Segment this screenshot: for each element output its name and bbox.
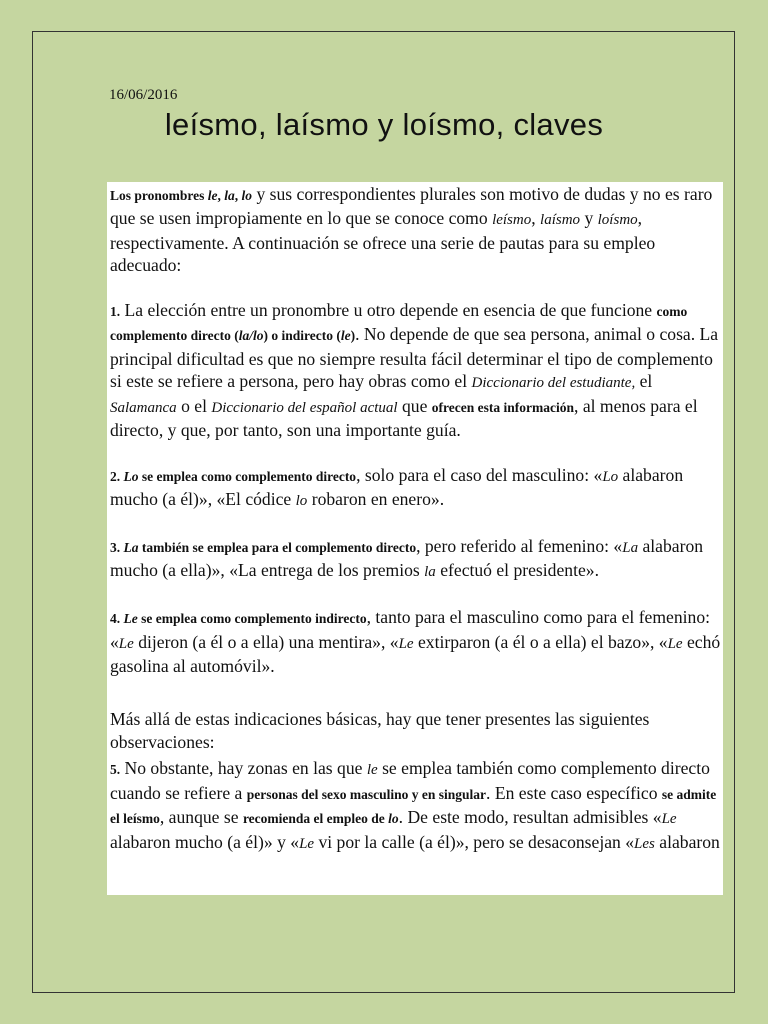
text: el xyxy=(635,371,653,392)
text: alabaron mucho (a él)», «El códice xyxy=(110,464,684,510)
text: . De este modo, resultan admisibles « xyxy=(398,807,662,828)
text: loísmo xyxy=(597,212,638,229)
text: Le xyxy=(123,611,138,627)
text: recomienda el empleo de xyxy=(242,811,389,827)
text: vi por la calle (a él)», pero se desaconsejan « xyxy=(314,831,635,852)
text: Le xyxy=(398,635,414,652)
text: la xyxy=(224,188,235,203)
text: , xyxy=(531,208,541,229)
spacer xyxy=(110,513,721,535)
text: la xyxy=(424,564,436,581)
text: , xyxy=(217,188,225,203)
spacer xyxy=(110,584,721,606)
text: le xyxy=(340,328,351,344)
rule-number: 1. xyxy=(110,304,121,320)
text: Le xyxy=(661,811,677,828)
text: extirparon (a él o a ella) el bazo», « xyxy=(413,631,668,652)
text: personas del sexo masculino y en singular xyxy=(246,786,487,802)
paragraph-intro xyxy=(110,183,721,277)
text: La elección entre un pronombre u otro depende en esencia de que funcione xyxy=(120,300,657,321)
article-body xyxy=(107,182,723,895)
text: se emplea como complemento indirecto xyxy=(137,611,367,627)
text: , al menos para el directo, y que, por tanto, son una importante guía. xyxy=(110,395,698,441)
spacer xyxy=(110,277,721,299)
rule-number: 5. xyxy=(110,762,121,778)
text: , xyxy=(234,188,242,203)
text: , pero referido al femenino: « xyxy=(416,536,623,557)
text: Le xyxy=(299,835,315,852)
text: se admite el leísmo xyxy=(110,786,717,827)
text: , tanto para el masculino como para el femenino: « xyxy=(110,607,711,652)
paragraph-observations: Más allá de estas indicaciones básicas, hay que tener presentes las siguientes observaciones: xyxy=(110,709,650,752)
rule-number: 4. xyxy=(110,611,124,627)
text: como complemento directo ( xyxy=(110,304,688,344)
spacer xyxy=(110,441,721,463)
text: Les xyxy=(634,835,655,852)
text: o el xyxy=(176,395,212,416)
paragraph-rule-5 xyxy=(110,757,721,855)
text: Lo xyxy=(602,468,619,485)
document-title: leísmo, laísmo y loísmo, claves xyxy=(164,107,604,142)
text: alabaron mucho (a ella)», «La entrega de los premios xyxy=(110,536,704,581)
text: lo xyxy=(295,493,308,510)
text: La xyxy=(123,540,139,556)
rule-number: 3. xyxy=(110,540,124,556)
text: ) xyxy=(350,328,356,344)
text: la/lo xyxy=(238,328,264,344)
paragraph-rule-2 xyxy=(110,464,721,513)
text: se emplea como complemento directo xyxy=(138,468,357,484)
rule-number: 2. xyxy=(110,468,124,484)
text: laísmo xyxy=(540,212,581,229)
text: Le xyxy=(667,635,683,652)
text: , aunque se xyxy=(159,807,243,828)
text: alabaron xyxy=(654,831,720,852)
text: echó gasolina al automóvil». xyxy=(110,631,721,677)
text: Diccionario del español actual xyxy=(211,399,398,416)
text: Le xyxy=(118,635,134,652)
paragraph-rule-1 xyxy=(110,299,721,441)
paragraph-rule-3 xyxy=(110,535,721,584)
text: alabaron mucho (a él)» y « xyxy=(110,831,300,852)
text: leísmo xyxy=(492,212,532,229)
text: Los pronombres xyxy=(110,188,208,203)
text: le xyxy=(207,188,218,203)
text: Lo xyxy=(123,468,139,484)
spacer xyxy=(110,677,721,708)
text: y xyxy=(580,208,598,229)
text: lo xyxy=(388,811,399,827)
text: , respectivamente. A continuación se ofrece una serie de pautas para su empleo adecuado: xyxy=(110,208,656,276)
paragraph-rule-4 xyxy=(110,606,721,677)
text: robaron en enero». xyxy=(307,489,445,510)
text: lo xyxy=(241,188,253,203)
text: dijeron (a él o a ella) una mentira», « xyxy=(133,631,399,652)
text: ofrecen esta información xyxy=(431,399,575,415)
text: Salamanca xyxy=(110,399,177,416)
text: ) o indirecto ( xyxy=(263,328,341,344)
text: . No depende de que sea persona, animal o cosa. La principal dificultad es que no siempre resulta fácil determinar el tipo de complemento si este se refiere a persona, pero hay obras como el xyxy=(110,324,719,392)
text: y sus correspondientes plurales son motivo de dudas y no es raro que se usen impropiamente en lo que se conoce como xyxy=(110,184,713,229)
text: que xyxy=(397,395,432,416)
text: se emplea también como complemento directo cuando se refiere a xyxy=(110,758,710,803)
text: le xyxy=(366,762,378,779)
text: No obstante, hay zonas en las que xyxy=(120,758,367,779)
text: Diccionario del estudiante, xyxy=(471,375,636,392)
text: . En este caso específico xyxy=(486,782,662,803)
document-date: 16/06/2016 xyxy=(109,87,178,103)
text: , solo para el caso del masculino: « xyxy=(356,464,603,485)
text: también se emplea para el complemento directo xyxy=(138,540,417,556)
text: La xyxy=(622,540,639,557)
text: efectuó el presidente». xyxy=(435,560,599,581)
